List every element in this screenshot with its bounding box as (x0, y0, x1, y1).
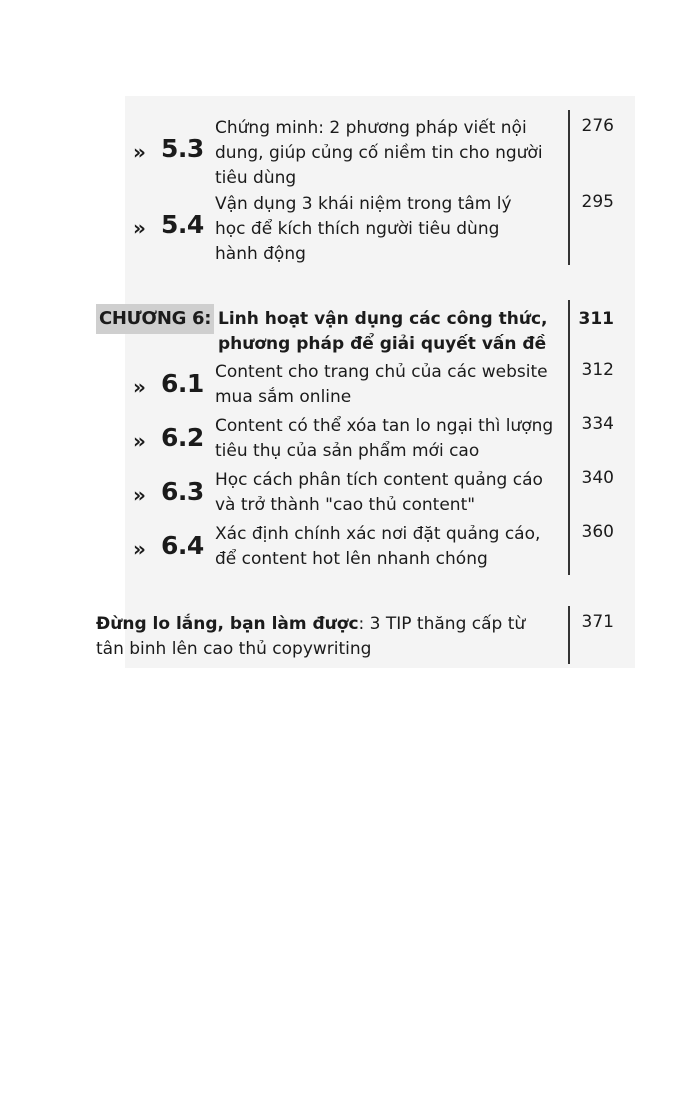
page-number: 276 (581, 116, 614, 136)
divider-line (568, 606, 570, 664)
section-title: Content cho trang chủ của các website mua sắm online (215, 362, 548, 407)
arrow-marker: » (133, 375, 146, 399)
section-number: 6.1 (161, 369, 204, 398)
closing-title: Đừng lo lắng, bạn làm được: 3 TIP thăng cấp từ tân binh lên cao thủ copywriting (96, 614, 526, 659)
page-number: 311 (578, 309, 614, 329)
page-number: 371 (581, 612, 614, 632)
section-title: Vận dụng 3 khái niệm trong tâm lý học để kích thích người tiêu dùng hành động (215, 194, 512, 264)
page-number: 295 (581, 192, 614, 212)
page-number: 360 (581, 522, 614, 542)
chapter-title: Linh hoạt vận dụng các công thức, phương pháp để giải quyết vấn đề (218, 309, 548, 354)
section-title: Học cách phân tích content quảng cáo và trở thành "cao thủ content" (215, 470, 543, 515)
page-number: 312 (581, 360, 614, 380)
page-number: 340 (581, 468, 614, 488)
section-number: 5.4 (161, 210, 204, 239)
arrow-marker: » (133, 483, 146, 507)
section-number: 6.4 (161, 531, 204, 560)
chapter-label: CHƯƠNG 6: (96, 304, 214, 334)
page-number: 334 (581, 414, 614, 434)
section-number: 6.2 (161, 423, 204, 452)
section-number: 5.3 (161, 134, 204, 163)
arrow-marker: » (133, 537, 146, 561)
section-title: Content có thể xóa tan lo ngại thì lượng tiêu thụ của sản phẩm mới cao (215, 416, 554, 461)
arrow-marker: » (133, 140, 146, 164)
section-title: Xác định chính xác nơi đặt quảng cáo, để content hot lên nhanh chóng (215, 524, 541, 569)
divider-line (568, 300, 570, 575)
section-title: Chứng minh: 2 phương pháp viết nội dung, giúp củng cố niềm tin cho người tiêu dùng (215, 118, 543, 188)
section-number: 6.3 (161, 477, 204, 506)
arrow-marker: » (133, 429, 146, 453)
divider-line (568, 110, 570, 265)
arrow-marker: » (133, 216, 146, 240)
